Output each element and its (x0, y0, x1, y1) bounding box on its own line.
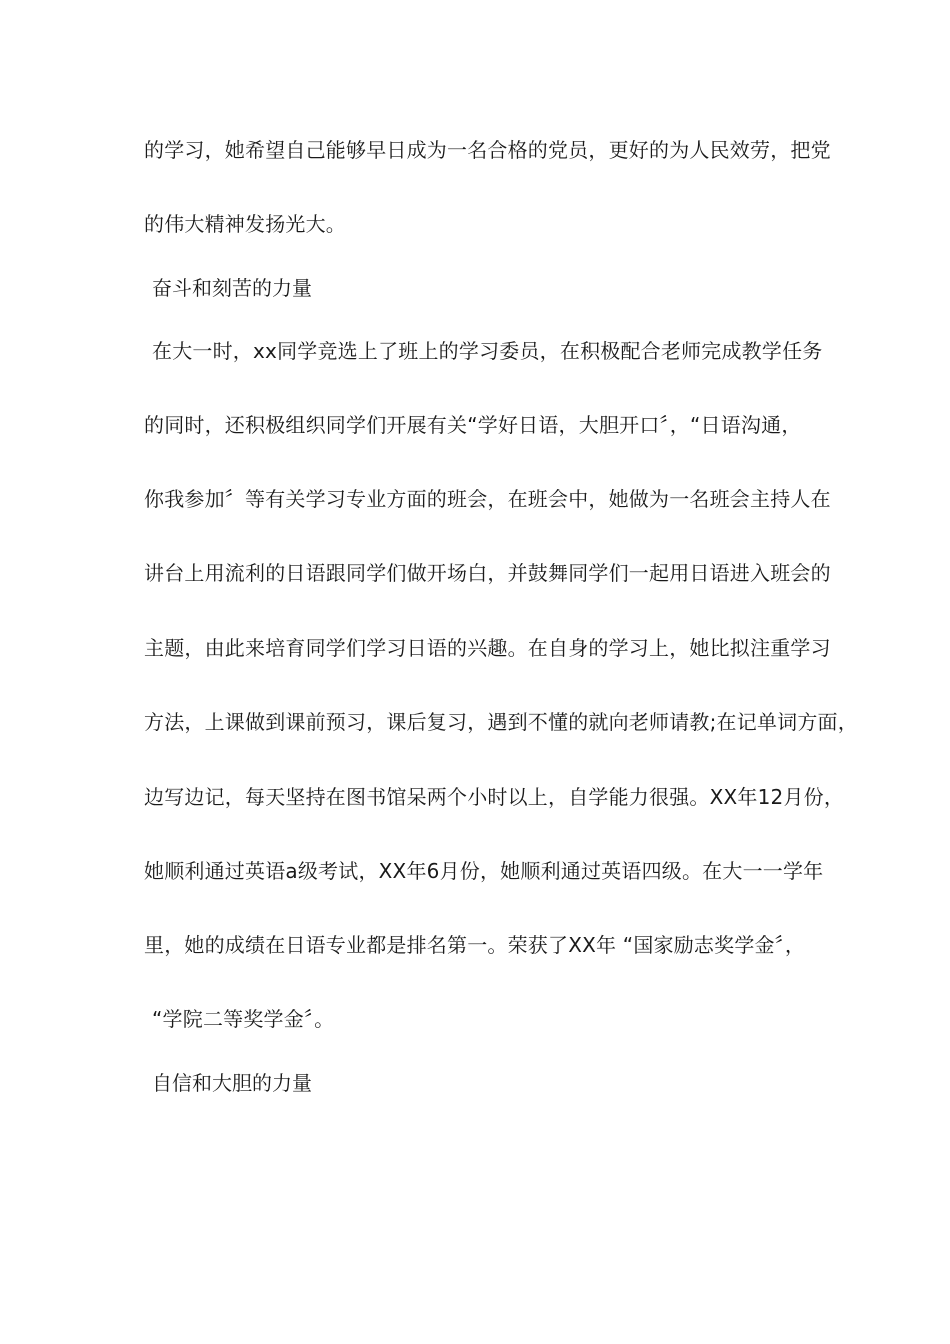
paragraph-line: 边写边记，每天坚持在图书馆呆两个小时以上，自学能力很强。XX年12月份， (144, 785, 845, 809)
paragraph-line: 你我参加〞等有关学习专业方面的班会，在班会中，她做为一名班会主持人在 (144, 487, 831, 511)
paragraph-line: 的伟大精神发扬光大。 (144, 212, 346, 236)
paragraph-line: 的同时，还积极组织同学们开展有关“学好日语，大胆开口〞，“日语沟通， (144, 413, 802, 437)
paragraph-line: 讲台上用流利的日语跟同学们做开场白，并鼓舞同学们一起用日语进入班会的 (144, 561, 831, 585)
paragraph-line: 方法，上课做到课前预习，课后复习，遇到不懂的就向老师请教;在记单词方面， (144, 710, 858, 734)
section-heading-struggle: 奋斗和刻苦的力量 (152, 276, 312, 300)
paragraph-line: 主题，由此来培育同学们学习日语的兴趣。在自身的学习上，她比拟注重学习 (144, 636, 831, 660)
paragraph-line: “学院二等奖学金〞。 (152, 1007, 335, 1031)
paragraph-line: 里，她的成绩在日语专业都是排名第一。荣获了XX年 “国家励志奖学金〞， (144, 933, 806, 957)
paragraph-line: 她顺利通过英语a级考试，XX年6月份，她顺利通过英语四级。在大一一学年 (144, 859, 824, 883)
section-heading-confidence: 自信和大胆的力量 (152, 1071, 312, 1095)
paragraph-line: 的学习，她希望自己能够早日成为一名合格的党员，更好的为人民效劳，把党 (144, 138, 831, 162)
paragraph-line: 在大一时，xx同学竞选上了班上的学习委员，在积极配合老师完成教学任务 (152, 339, 823, 363)
